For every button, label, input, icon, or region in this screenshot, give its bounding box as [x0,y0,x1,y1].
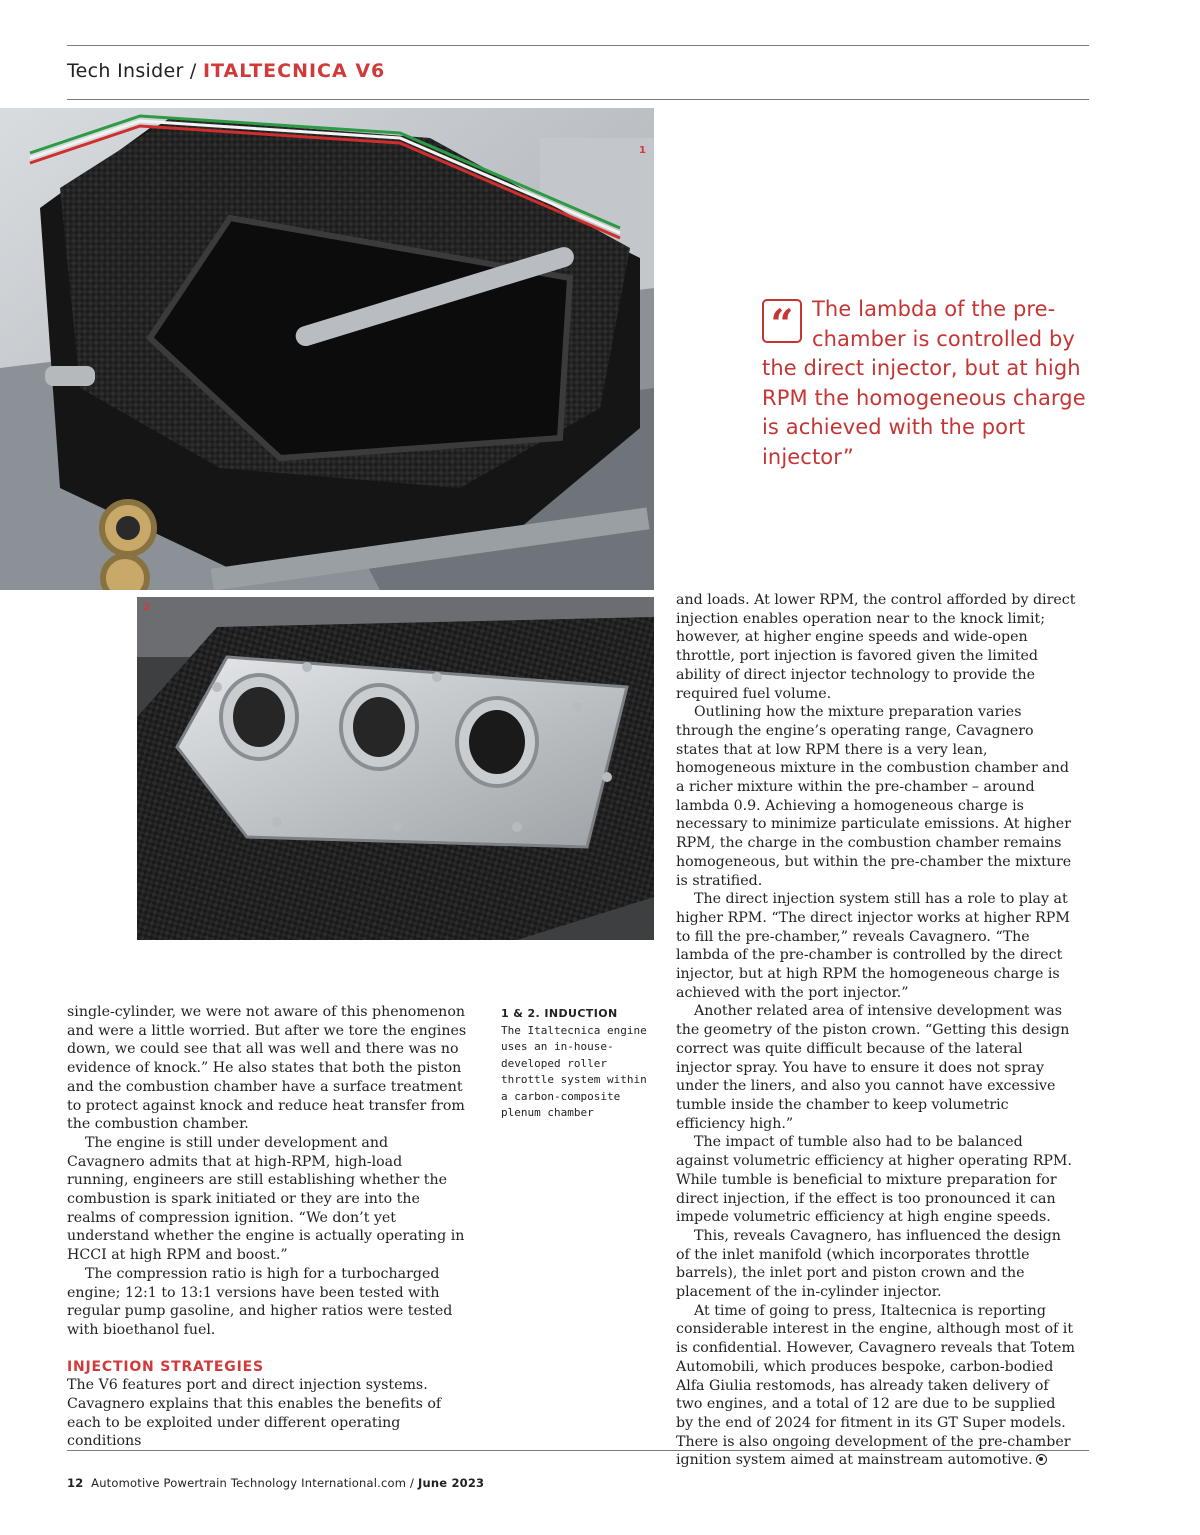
figure-2-image [137,597,654,940]
section-subhead: INJECTION STRATEGIES [67,1358,264,1375]
figure-1-number: 1 [639,145,646,156]
issue-date: June 2023 [417,1476,485,1490]
caption-text: The Italtecnica engine uses an in-house-developed roller throttle system within a carbon-composite plenum chamber [501,1023,647,1119]
right-paragraph-7-text: At time of going to press, Italtecnica is reporting considerable interest in the engine, although most of it is confidential. However, Cavagnero reveals that Totem Automobili, which produces bespoke, carbon-bodied Alfa Giulia restomods, has already taken delivery of two engines, and a total of 12 are due to be supplied by the end of 2024 for fitment in its GT Super models. There is also ongoing development of the pre-chamber ignition system aimed at mainstream automotive. [676,1302,1075,1469]
left-paragraph-4: The V6 features port and direct injection systems. Cavagnero explains that this enables the benefits of each to be exploited under different operating conditions [67,1377,442,1450]
end-mark-icon [1036,1454,1047,1465]
left-paragraph-1: single-cylinder, we were not aware of this phenomenon and were a little worried. But after we tore the engines down, we could see that all was well and there was no evidence of knock.” He also states that both the piston and the combustion chamber have a surface treatment to protect against knock and reduce heat transfer from the combustion chamber. [67,1004,467,1133]
header-section: Tech Insider [67,60,184,82]
right-paragraph-1: and loads. At lower RPM, the control afforded by direct injection enables operation near to the knock limit; however, at higher engine speeds and wide-open throttle, port injection is favored given the limited ability of direct injector technology to provide the required fuel volume. [676,592,1076,702]
publication-name: Automotive Powertrain Technology International.com [91,1476,407,1490]
pull-quote [762,295,1092,472]
left-column [67,1003,467,1451]
right-paragraph-5: The impact of tumble also had to be balanced against volumetric efficiency at higher operating RPM. While tumble is beneficial to mixture preparation for direct injection, if the effect is too pronounced it can impede volumetric efficiency at high engine speeds. [676,1134,1072,1226]
right-paragraph-6: This, reveals Cavagnero, has influenced the design of the inlet manifold (which incorporates throttle barrels), the inlet port and piston crown and the placement of the in-cylinder injector. [676,1227,1061,1301]
pull-quote-text: The lambda of the pre-chamber is controlled by the direct injector, but at high RPM the homogeneous charge is achieved with the port injector” [762,297,1086,469]
header-topic: ITALTECNICA V6 [202,60,386,82]
right-column [676,591,1076,1470]
figure-2-number: 2 [143,602,150,613]
figure-caption [501,1006,651,1122]
right-paragraph-4: Another related area of intensive development was the geometry of the piston crown. “Getting this design correct was quite difficult because of the lateral injector spray. You have to ensure it does not spray under the liners, and also you cannot have excessive tumble inside the chamber to keep volumetric efficiency high.” [676,1003,1070,1132]
caption-title: 1 & 2. INDUCTION [501,1007,618,1020]
page-number: 12 [67,1476,84,1490]
right-paragraph-2: Outlining how the mixture preparation varies through the engine’s operating range, Cavagnero states that at low RPM there is a very lean, homogeneous mixture in the combustion chamber and a richer mixture within the pre-chamber – around lambda 0.9. Achieving a homogeneous charge is necessary to minimize particulate emissions. At higher RPM, the charge in the combustion chamber remains homogeneous, but within the pre-chamber the mixture is stratified. [676,704,1072,889]
figure-1-image [0,108,654,590]
figure-2-photo [137,597,654,940]
figure-1-photo [0,108,654,590]
quote-mark-icon: “ [762,299,802,343]
footer-separator: / [406,1476,418,1490]
top-rule [67,45,1089,46]
left-paragraph-2: The engine is still under development and Cavagnero admits that at high-RPM, high-load running, engineers are still establishing whether the combustion is spark initiated or they are into the realms of compression ignition. “We don’t yet understand whether the engine is actually operating in HCCI at high RPM and boost.” [67,1134,465,1264]
left-paragraph-3: The compression ratio is high for a turbocharged engine; 12:1 to 13:1 versions have been tested with regular pump gasoline, and higher ratios were tested with bioethanol fuel. [67,1265,453,1338]
running-header [67,60,385,82]
right-paragraph-3: The direct injection system still has a role to play at higher RPM. “The direct injector works at higher RPM to fill the pre-chamber,” reveals Cavagnero. “The lambda of the pre-chamber is controlled by the direct injector, but at high RPM the homogeneous charge is achieved with the port injector.” [676,891,1070,1001]
header-separator: / [183,60,203,82]
header-rule [67,99,1089,100]
right-paragraph-7 [676,1302,1076,1470]
page-footer [67,1476,484,1490]
